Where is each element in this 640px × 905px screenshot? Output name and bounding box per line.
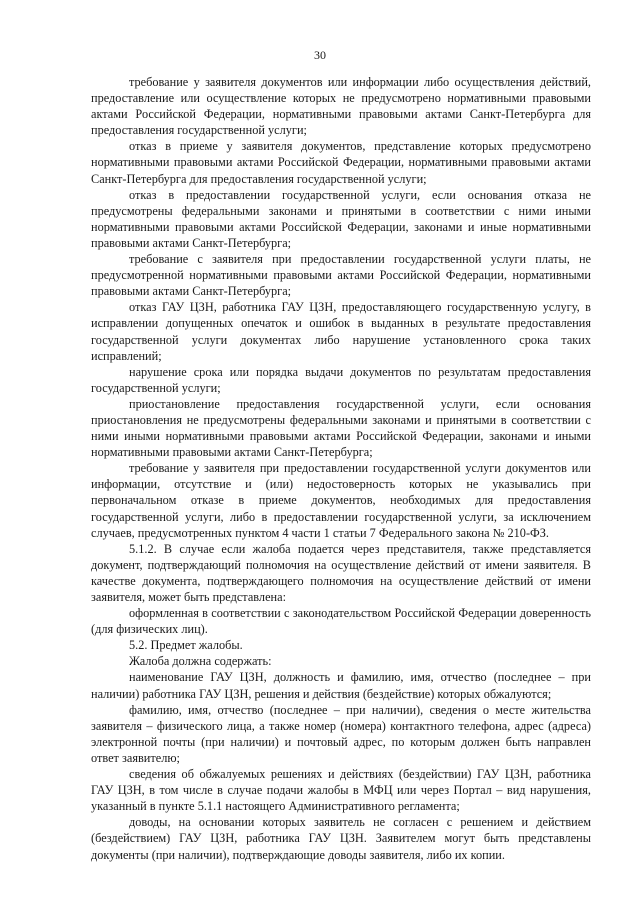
paragraph: требование у заявителя при предоставлении государственной услуги документов или информации, отсутствие и (или) недостоверность которых не указывались при первоначальном отказе в приеме документов, необходимых для предоставления государственной услуги, либо в предоставлении государственной услуги, за исключением случаев, предусмотренных пунктом 4 части 1 статьи 7 Федерального закона № 210-ФЗ.: [91, 461, 591, 540]
section-heading: 5.2. Предмет жалобы.: [129, 638, 243, 653]
paragraph: оформленная в соответствии с законодательством Российской Федерации доверенность (для физических лиц).: [91, 606, 591, 637]
paragraph: отказ ГАУ ЦЗН, работника ГАУ ЦЗН, предоставляющего государственную услугу, в исправлении допущенных опечаток и ошибок в выданных в результате предоставления государственной услуги документах либо нарушение установленного срока таких исправлений;: [91, 300, 591, 363]
paragraph: доводы, на основании которых заявитель не согласен с решением и действием (бездействием) ГАУ ЦЗН, работника ГАУ ЦЗН. Заявителем могут быть представлены документы (при наличии), подтверждающие доводы заявителя, либо их копии.: [91, 815, 591, 862]
paragraph: 5.1.2. В случае если жалоба подается через представителя, также представляется документ, подтверждающий полномочия на осуществление действий от имени заявителя. В качестве документа, подтверждающего полномочия на осуществление действий от имени заявителя, может быть представлена:: [91, 541, 591, 604]
page-number: 30: [314, 48, 326, 62]
document-body: [91, 74, 591, 863]
paragraph: приостановление предоставления государственной услуги, если основания приостановления не предусмотрены федеральными законами и принятыми в соответствии с ними иными нормативными правовыми актами Российской Федерации, законами и иными нормативными правовыми актами Санкт-Петербурга;: [91, 396, 591, 460]
paragraph: Жалоба должна содержать:: [129, 654, 272, 669]
paragraph: отказ в приеме у заявителя документов, представление которых предусмотрено нормативными правовыми актами Российской Федерации, нормативными правовыми актами Санкт-Петербурга для предоставления государственной услуги;: [91, 139, 591, 186]
paragraph: фамилию, имя, отчество (последнее – при наличии), сведения о месте жительства заявителя – физического лица, а также номер (номера) контактного телефона, адрес (адреса) электронной почты (при наличии) и почтовый адрес, по которым должен быть направлен ответ заявителю;: [91, 702, 591, 765]
paragraph: требование у заявителя документов или информации либо осуществления действий, предоставление или осуществление которых не предусмотрено нормативными правовыми актами Российской Федерации, нормативными правовыми актами Санкт-Петербурга для предоставления государственной услуги;: [91, 75, 591, 138]
paragraph: наименование ГАУ ЦЗН, должность и фамилию, имя, отчество (последнее – при наличии) работника ГАУ ЦЗН, решения и действия (бездействие) которых обжалуются;: [91, 670, 591, 701]
paragraph: отказ в предоставлении государственной услуги, если основания отказа не предусмотрены федеральными законами и принятыми в соответствии с ними иными нормативными правовыми актами Российской Федерации, законами и иные нормативными правовыми актами Санкт-Петербурга;: [91, 187, 591, 250]
paragraph: сведения об обжалуемых решениях и действиях (бездействии) ГАУ ЦЗН, работника ГАУ ЦЗН, в том числе в случае подачи жалобы в МФЦ или через Портал – вид нарушения, указанный в пункте 5.1.1 настоящего Административного регламента;: [91, 767, 591, 814]
paragraph: требование с заявителя при предоставлении государственной услуги платы, не предусмотренной нормативными правовыми актами Российской Федерации, нормативными правовыми актами Санкт-Петербурга;: [91, 252, 591, 299]
paragraph: нарушение срока или порядка выдачи документов по результатам предоставления государственной услуги;: [91, 364, 591, 395]
